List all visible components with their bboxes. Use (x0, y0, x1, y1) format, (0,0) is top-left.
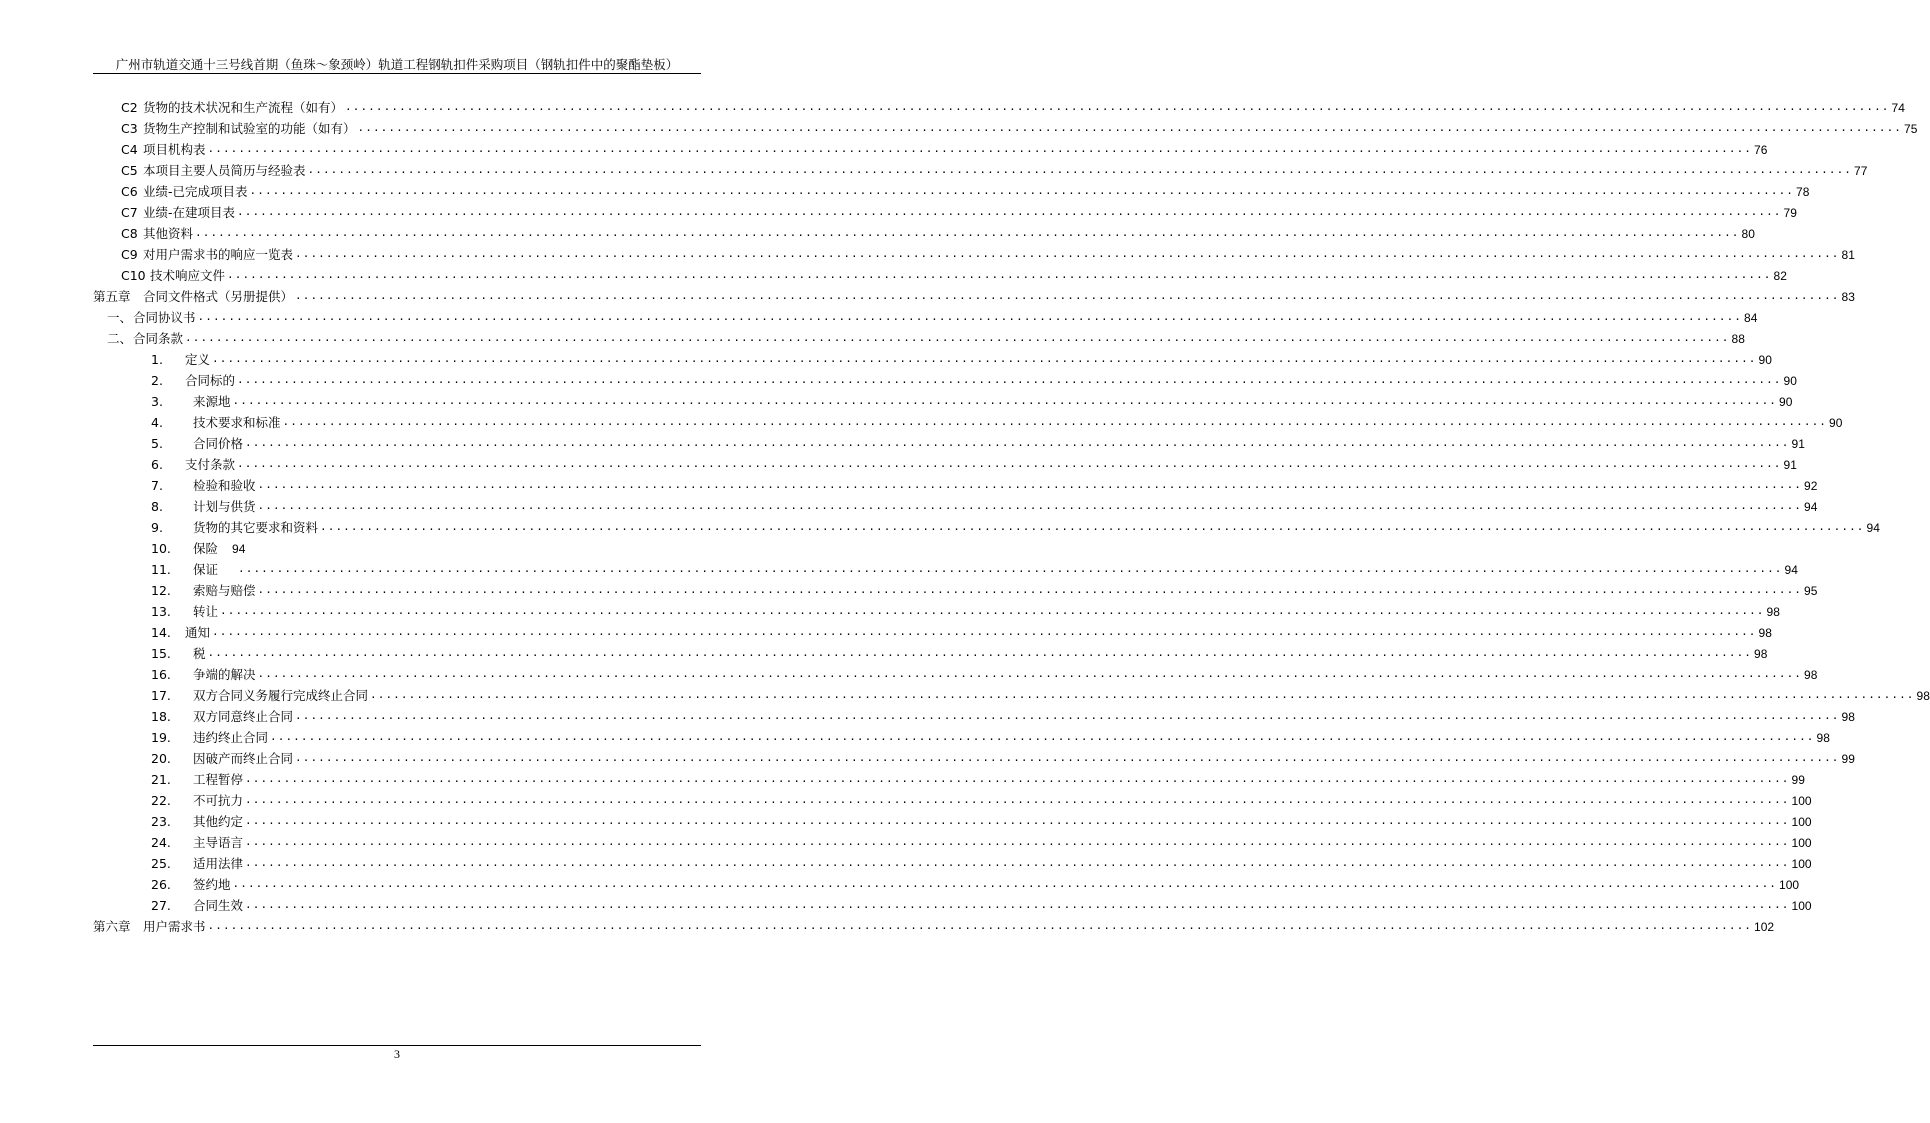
toc-label: 保险 (193, 541, 219, 556)
toc-leader: ........................................................................................................................................................................................................ (257, 478, 1803, 491)
toc-entry-c10[interactable] (121, 264, 1787, 284)
toc-number: 8. (151, 499, 163, 514)
toc-number: 7. (151, 478, 163, 493)
toc-entry-c5[interactable] (121, 159, 1868, 179)
toc-entry-c6[interactable] (121, 180, 1810, 200)
toc-number: 一、 (107, 310, 133, 325)
toc-leader: ........................................................................................................................................................................................................ (197, 310, 1743, 323)
toc-entry-clause-19[interactable] (151, 726, 1830, 746)
toc-number: 23. (151, 814, 171, 829)
toc-label: 通知 (185, 625, 211, 640)
toc-entry-clause-2[interactable] (151, 369, 1797, 389)
toc-label: 业绩-在建项目表 (143, 205, 236, 220)
toc-page: 98 (1804, 668, 1818, 682)
toc-label: 计划与供货 (193, 499, 256, 514)
toc-label: 合同条款 (133, 331, 184, 346)
toc-entry-clause-15[interactable] (151, 642, 1768, 662)
toc-number: 4. (151, 415, 163, 430)
toc-leader: ........................................................................................................................................................................................................ (237, 373, 1782, 386)
toc-leader: ........................................................................................................................................................................................................ (357, 121, 1903, 134)
toc-leader: ........................................................................................................................................................................................................ (185, 331, 1730, 344)
toc-leader: ........................................................................................................................................................................................................ (195, 226, 1740, 239)
toc-page: 99 (1791, 773, 1805, 787)
toc-leader: ........................................................................................................................................................................................................ (307, 163, 1853, 176)
page-number: 3 (394, 1047, 400, 1061)
header-rule (93, 73, 701, 74)
toc-number: C5 (121, 163, 138, 178)
toc-leader: ........................................................................................................................................................................................................ (245, 898, 1790, 911)
toc-leader: ........................................................................................................................................................................................................ (245, 436, 1790, 449)
toc-number: 27. (151, 898, 171, 913)
toc-number: 第五章 (93, 289, 131, 304)
toc-entry-clause-21[interactable] (151, 768, 1805, 788)
toc-leader: ........................................................................................................................................................................................................ (282, 415, 1828, 428)
toc-number: 25. (151, 856, 171, 871)
toc-entry-clause-10[interactable] (151, 537, 701, 557)
toc-label: 项目机构表 (143, 142, 206, 157)
toc-page: 95 (1804, 584, 1818, 598)
toc-label: 用户需求书 (143, 919, 206, 934)
toc-number: 9. (151, 520, 163, 535)
toc-page: 94 (1784, 563, 1798, 577)
toc-label: 合同生效 (193, 898, 244, 913)
toc-entry-clause-12[interactable] (151, 579, 1818, 599)
toc-page: 82 (1773, 269, 1787, 283)
toc-label: 对用户需求书的响应一览表 (143, 247, 294, 262)
toc-number: 19. (151, 730, 171, 745)
toc-label: 来源地 (193, 394, 231, 409)
toc-number: C6 (121, 184, 138, 199)
toc-entry-clause-11[interactable] (151, 558, 1798, 578)
toc-number: 15. (151, 646, 171, 661)
toc-entry-c2[interactable] (121, 96, 1905, 116)
toc-label: 适用法律 (193, 856, 244, 871)
toc-page: 98 (1758, 626, 1772, 640)
toc-leader: ........................................................................................................................................................................................................ (270, 730, 1815, 743)
toc-number: C2 (121, 100, 138, 115)
toc-entry-clause-18[interactable] (151, 705, 1855, 725)
toc-label: 检验和验收 (193, 478, 256, 493)
toc-leader: ........................................................................................................................................................................................................ (237, 457, 1782, 470)
toc-number: C7 (121, 205, 138, 220)
toc-entry-clause-16[interactable] (151, 663, 1818, 683)
toc-entry-clause-25[interactable] (151, 852, 1812, 872)
toc-leader: ........................................................................................................................................................................................................ (212, 625, 1757, 638)
toc-number: 6. (151, 457, 163, 472)
toc-number: 22. (151, 793, 171, 808)
toc-page: 100 (1791, 836, 1812, 850)
toc-label: 技术要求和标准 (193, 415, 281, 430)
toc-label: 支付条款 (185, 457, 236, 472)
toc-label: 货物的技术状况和生产流程（如有） (143, 100, 344, 115)
toc-leader: ........................................................................................................................................................................................................ (295, 247, 1840, 260)
toc-page: 98 (1754, 647, 1768, 661)
toc-entry-clause-24[interactable] (151, 831, 1812, 851)
toc-label: 转让 (193, 604, 219, 619)
toc-entry-c8[interactable] (121, 222, 1755, 242)
toc-label: 争端的解决 (193, 667, 256, 682)
toc-leader: ........................................................................................................................................................................................................ (207, 646, 1753, 659)
toc-entry-section-2[interactable] (107, 327, 1745, 347)
toc-label: 其他资料 (143, 226, 194, 241)
toc-entry-clause-17[interactable] (151, 684, 1930, 704)
toc-entry-c9[interactable] (121, 243, 1855, 263)
toc-leader: ........................................................................................................................................................................................................ (237, 205, 1782, 218)
toc-number: C9 (121, 247, 138, 262)
toc-label: 因破产而终止合同 (193, 751, 294, 766)
toc-entry-clause-7[interactable] (151, 474, 1818, 494)
toc-number: 二、 (107, 331, 133, 346)
toc-leader: ........................................................................................................................................................................................................ (227, 268, 1772, 281)
toc-number: 17. (151, 688, 171, 703)
toc-number: 1. (151, 352, 163, 367)
toc-leader: ........................................................................................................................................................................................................ (257, 667, 1803, 680)
toc-entry-clause-1[interactable] (151, 348, 1772, 368)
toc-page: 98 (1766, 605, 1780, 619)
toc-number: 20. (151, 751, 171, 766)
toc-leader: ........................................................................................................................................................................................................ (245, 772, 1790, 785)
toc-entry-clause-3[interactable] (151, 390, 1793, 410)
toc-entry-clause-8[interactable] (151, 495, 1818, 515)
toc-label: 合同标的 (185, 373, 236, 388)
toc-page: 94 (1804, 500, 1818, 514)
toc-entry-clause-26[interactable] (151, 873, 1800, 893)
toc-number: 12. (151, 583, 171, 598)
toc-page: 90 (1758, 353, 1772, 367)
toc-page: 102 (1754, 920, 1775, 934)
toc-leader: ........................................................................................................................................................................................................ (370, 688, 1915, 701)
toc-entry-c4[interactable] (121, 138, 1768, 158)
toc-number: 16. (151, 667, 171, 682)
toc-label: 货物生产控制和试验室的功能（如有） (143, 121, 356, 136)
toc-page: 75 (1904, 122, 1918, 136)
toc-leader: ........................................................................................................................................................................................................ (245, 856, 1790, 869)
toc-label: 签约地 (193, 877, 231, 892)
toc-page: 78 (1796, 185, 1810, 199)
toc-entry-clause-20[interactable] (151, 747, 1855, 767)
toc-page: 100 (1791, 794, 1812, 808)
toc-number: 10. (151, 541, 171, 556)
toc-page: 98 (1816, 731, 1830, 745)
toc-leader: ........................................................................................................................................................................................................ (232, 877, 1778, 890)
toc-entry-chapter-6[interactable] (93, 915, 1775, 935)
toc-label: 索赔与赔偿 (193, 583, 256, 598)
toc-entry-clause-5[interactable] (151, 432, 1805, 452)
toc-number: 21. (151, 772, 171, 787)
toc-entry-clause-22[interactable] (151, 789, 1812, 809)
toc-number: 5. (151, 436, 163, 451)
toc-leader: ........................................................................................................................................................................................................ (320, 520, 1865, 533)
toc-leader: ........................................................................................................................................................................................................ (245, 835, 1790, 848)
toc-entry-clause-4[interactable] (151, 411, 1843, 431)
toc-label: 其他约定 (193, 814, 244, 829)
toc-label: 税 (193, 646, 206, 661)
toc-leader: ........................................................................................................................................................................................................ (295, 709, 1840, 722)
toc-number: 3. (151, 394, 163, 409)
toc-number: 24. (151, 835, 171, 850)
toc-label: 合同文件格式（另册提供） (143, 289, 294, 304)
toc-page: 100 (1791, 899, 1812, 913)
toc-number: 第六章 (93, 919, 131, 934)
toc-label: 双方同意终止合同 (193, 709, 294, 724)
toc-label: 工程暂停 (193, 772, 244, 787)
toc-page: 90 (1783, 374, 1797, 388)
toc-number: 26. (151, 877, 171, 892)
toc-page: 94 (232, 542, 246, 556)
toc-page: 100 (1791, 857, 1812, 871)
toc-leader: ........................................................................................................................................................................................................ (295, 751, 1840, 764)
toc-page: 84 (1744, 311, 1758, 325)
toc-leader: ........................................................................................................................................................................................................ (212, 352, 1757, 365)
toc-page: 100 (1779, 878, 1800, 892)
toc-leader: ........................................................................................................................................................................................................ (207, 919, 1753, 932)
toc-entry-clause-23[interactable] (151, 810, 1812, 830)
toc-entry-clause-6[interactable] (151, 453, 1797, 473)
toc-leader: ........................................................................................................................................................................................................ (245, 814, 1790, 827)
toc-number: C3 (121, 121, 138, 136)
toc-page: 83 (1841, 290, 1855, 304)
toc-number: C8 (121, 226, 138, 241)
toc-leader: ........................................................................................................................................................................................................ (245, 793, 1790, 806)
toc-leader: ........................................................................................................................................................................................................ (220, 604, 1765, 617)
toc-leader: ........................................................................................................................................................................................................ (257, 583, 1803, 596)
toc-number: 18. (151, 709, 171, 724)
toc-number: 13. (151, 604, 171, 619)
toc-page: 81 (1841, 248, 1855, 262)
toc-label: 业绩-已完成项目表 (143, 184, 248, 199)
toc-label: 本项目主要人员简历与经验表 (143, 163, 306, 178)
toc-page: 79 (1783, 206, 1797, 220)
toc-page: 91 (1791, 437, 1805, 451)
toc-page: 98 (1916, 689, 1930, 703)
toc-label: 合同协议书 (133, 310, 196, 325)
toc-page: 80 (1741, 227, 1755, 241)
toc-label: 技术响应文件 (150, 268, 226, 283)
toc-entry-clause-14[interactable] (151, 621, 1772, 641)
running-header: 广州市轨道交通十三号线首期（鱼珠～象颈岭）轨道工程钢轨扣件采购项目（钢轨扣件中的聚酯垫板） (115, 57, 679, 72)
toc-page: 91 (1783, 458, 1797, 472)
toc-label: 主导语言 (193, 835, 244, 850)
toc-entry-clause-9[interactable] (151, 516, 1880, 536)
toc-label: 合同价格 (193, 436, 244, 451)
toc-leader: ........................................................................................................................................................................................................ (257, 499, 1803, 512)
toc-number: 11. (151, 562, 171, 577)
toc-page: 99 (1841, 752, 1855, 766)
toc-number: C10 (121, 268, 146, 283)
toc-label: 定义 (185, 352, 211, 367)
toc-entry-c7[interactable] (121, 201, 1797, 221)
toc-page: 94 (1866, 521, 1880, 535)
toc-number: C4 (121, 142, 138, 157)
footer-rule (93, 1045, 701, 1046)
toc-label: 保证 (193, 562, 219, 577)
toc-label: 双方合同义务履行完成终止合同 (193, 688, 369, 703)
toc-entry-c3[interactable] (121, 117, 1918, 137)
toc-label: 货物的其它要求和资料 (193, 520, 319, 535)
toc-leader: ........................................................................................................................................................................................................ (249, 184, 1795, 197)
toc-leader: ........................................................................................................................................................................................................ (238, 562, 1783, 575)
toc-leader: ........................................................................................................................................................................................................ (232, 394, 1778, 407)
toc-number: 14. (151, 625, 171, 640)
toc-page: 88 (1731, 332, 1745, 346)
toc-entry-section-1[interactable] (107, 306, 1758, 326)
toc-entry-chapter-5[interactable] (93, 285, 1855, 305)
toc-page: 76 (1754, 143, 1768, 157)
toc-entry-clause-13[interactable] (151, 600, 1780, 620)
toc-leader: ........................................................................................................................................................................................................ (295, 289, 1840, 302)
toc-page: 90 (1829, 416, 1843, 430)
toc-number: 2. (151, 373, 163, 388)
toc-page: 90 (1779, 395, 1793, 409)
toc-label: 违约终止合同 (193, 730, 269, 745)
toc-page: 92 (1804, 479, 1818, 493)
toc-entry-clause-27[interactable] (151, 894, 1812, 914)
toc-leader: ........................................................................................................................................................................................................ (345, 100, 1890, 113)
toc-leader: ........................................................................................................................................................................................................ (207, 142, 1753, 155)
toc-page: 74 (1891, 101, 1905, 115)
toc-page: 98 (1841, 710, 1855, 724)
toc-page: 100 (1791, 815, 1812, 829)
toc-label: 不可抗力 (193, 793, 244, 808)
toc-page: 77 (1854, 164, 1868, 178)
